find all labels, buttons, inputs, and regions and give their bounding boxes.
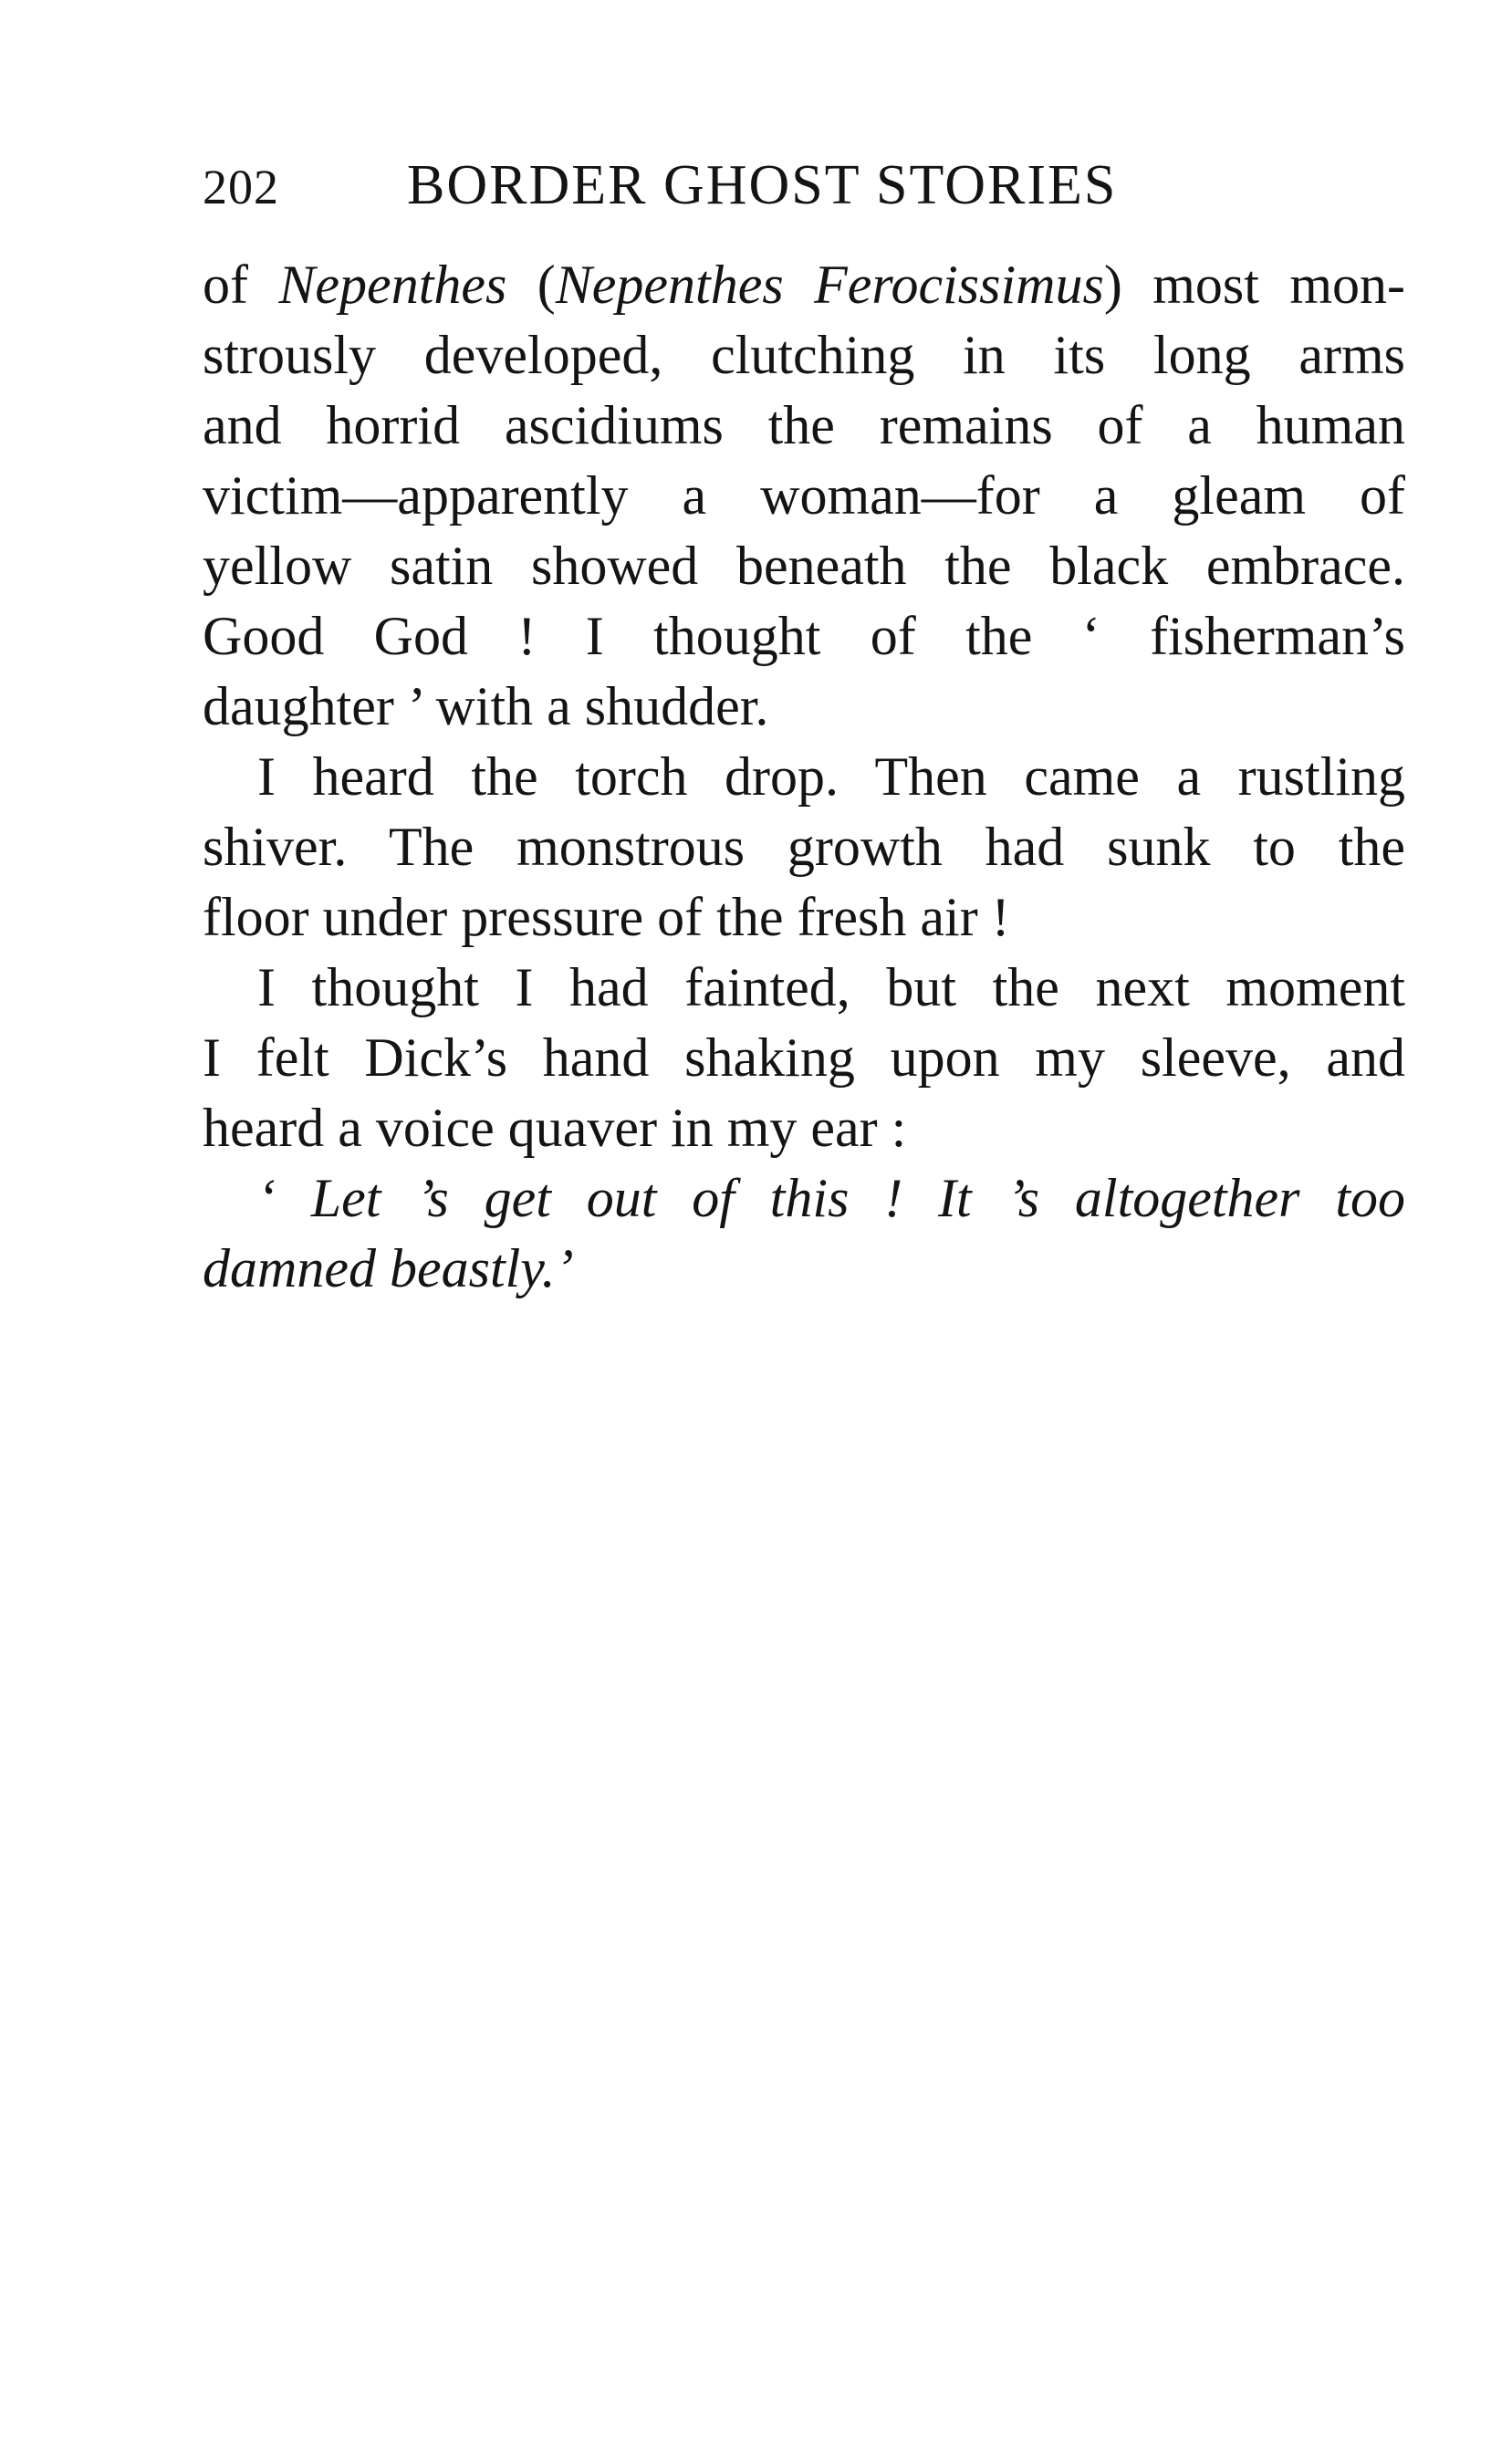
text-segment: I felt Dick’s hand shaking upon my sleeve, and	[203, 1027, 1405, 1088]
text-line	[203, 391, 1405, 461]
text-line	[203, 320, 1405, 391]
text-segment: floor under pressure of the fresh air !	[203, 887, 1010, 947]
text-segment: daughter ’ with a shudder.	[203, 676, 769, 736]
text-segment: and horrid ascidiums the remains of a human	[203, 395, 1405, 455]
text-line	[203, 461, 1405, 531]
page-header	[203, 153, 1407, 226]
text-segment: I thought I had fainted, but the next moment	[257, 957, 1405, 1017]
text-line	[203, 531, 1405, 601]
text-line	[203, 882, 1405, 953]
text-line	[203, 672, 1405, 742]
text-line	[203, 1163, 1405, 1234]
text-segment: shiver. The monstrous growth had sunk to the	[203, 817, 1405, 877]
text-segment: I heard the torch drop. Then came a rustling	[257, 746, 1405, 807]
text-line	[203, 1234, 1405, 1304]
text-line	[203, 250, 1405, 320]
text-segment: ) most mon-	[1103, 255, 1406, 315]
text-line	[203, 601, 1405, 672]
text-line	[203, 812, 1405, 882]
text-segment: Good God ! I thought of the ‘ fisherman’s	[203, 606, 1405, 666]
body-text	[203, 250, 1405, 1304]
text-segment: victim—apparently a woman—for a gleam of	[203, 465, 1405, 526]
page-number: 202	[203, 160, 279, 214]
text-segment: of	[203, 255, 279, 315]
text-line	[203, 1093, 1405, 1163]
italic-text: ‘ Let ’s get out of this ! It ’s altogether too	[257, 1168, 1405, 1228]
italic-text: damned beastly.’	[203, 1238, 574, 1298]
italic-text: Nepenthes	[278, 255, 507, 315]
text-line	[203, 742, 1405, 812]
running-head: BORDER GHOST STORIES	[407, 154, 1118, 216]
italic-text: Nepenthes Ferocissimus	[555, 255, 1104, 315]
text-segment: heard a voice quaver in my ear :	[203, 1098, 907, 1158]
text-segment: yellow satin showed beneath the black embrace.	[203, 536, 1405, 596]
text-line	[203, 1023, 1405, 1093]
text-segment: (	[506, 255, 556, 315]
text-line	[203, 953, 1405, 1023]
text-segment: strously developed, clutching in its long arms	[203, 325, 1405, 385]
